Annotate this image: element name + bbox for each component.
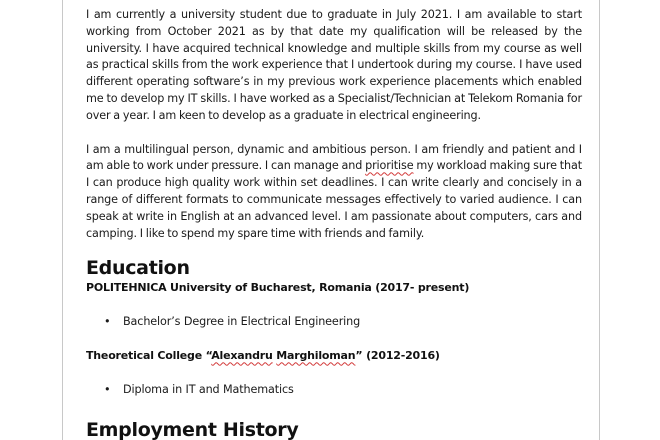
list-item-text: Diploma in IT and Mathematics bbox=[123, 383, 294, 397]
spellcheck-flagged-word[interactable]: prioritise bbox=[365, 159, 414, 173]
employment-heading: Employment History bbox=[86, 419, 299, 440]
education-entry-1-title: POLITEHNICA University of Bucharest, Romania (2017- present) bbox=[86, 281, 470, 295]
document-body[interactable] bbox=[86, 7, 582, 440]
education-heading: Education bbox=[86, 257, 190, 280]
intro-paragraph-1: I am currently a university student due to graduate in July 2021. I am available to start working from October 2021 as by that date my qualification will be released by the university. I have acquired technical knowledge and multiple skills from my course as well as practical skills from the work experience that I undertook during my course. I have used different operating software’s in my previous work experience placements which enabled me to develop my IT skills. I have worked as a Specialist/Technician at Telekom Romania for over a year. I am keen to develop as a graduate in electrical engineering. bbox=[86, 8, 582, 122]
spellcheck-flagged-word[interactable]: Marghiloman bbox=[276, 349, 356, 363]
list-item-text: Bachelor’s Degree in Electrical Engineering bbox=[123, 315, 361, 329]
spellcheck-flagged-word[interactable]: Alexandru bbox=[211, 349, 273, 363]
bullet-icon: • bbox=[104, 383, 111, 397]
education-entry-2-title-start: Theoretical College “ bbox=[86, 349, 212, 363]
bullet-icon: • bbox=[104, 315, 111, 329]
intro-paragraph-2-end: my workload making sure that I can produce high quality work within set deadlines. I can write clearly and concisely in a range of different formats to communicate messages effectively to varied audience. I can speak at write in English at an advanced level. I am passionate about computers, cars and camping. I like to spend my spare time with friends and family. bbox=[86, 159, 582, 240]
list-item bbox=[86, 382, 582, 398]
education-entry-2-list bbox=[86, 382, 582, 398]
education-entry-2-title bbox=[86, 348, 582, 364]
page-right-edge bbox=[599, 0, 600, 440]
education-entry-1-list bbox=[86, 314, 582, 330]
list-item bbox=[86, 314, 582, 330]
page-left-edge bbox=[62, 0, 63, 440]
intro-paragraph-2-start: I am a multilingual person, dynamic and ambitious person. I am friendly and patient and I am able to work under pressure. I can manage and bbox=[86, 142, 582, 173]
education-entry-2-title-end: ” (2012-2016) bbox=[355, 349, 440, 363]
intro-paragraph-2 bbox=[86, 142, 582, 243]
